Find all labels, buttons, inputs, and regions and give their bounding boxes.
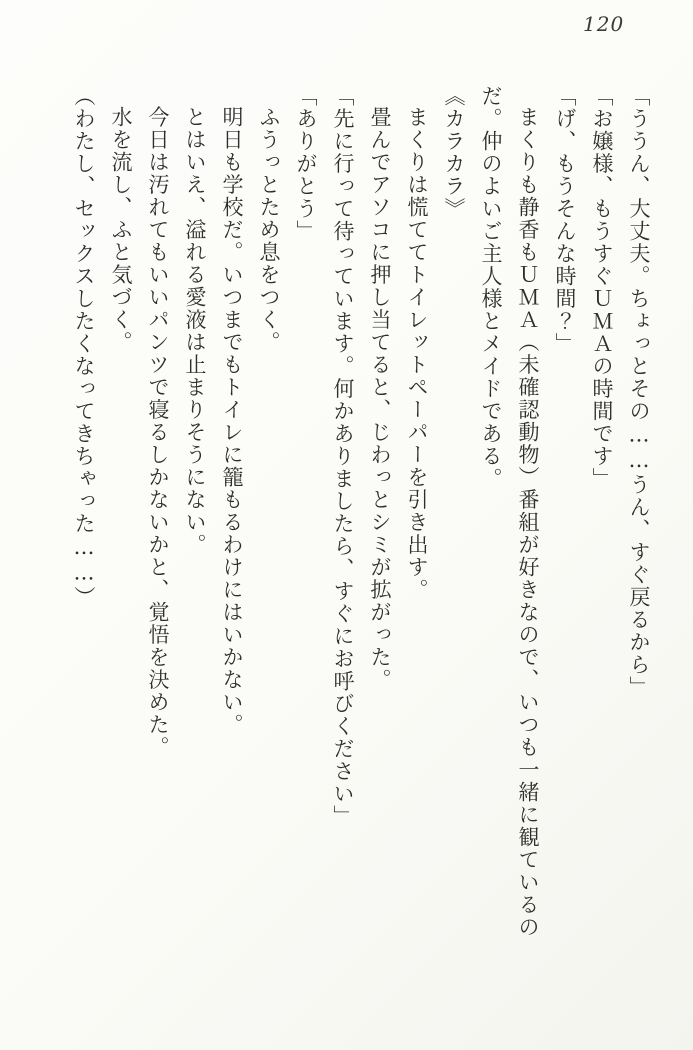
paragraph: 「ありがとう」 xyxy=(294,85,318,243)
paragraph: （わたし、セックスしたくなってきちゃった……） xyxy=(72,85,96,609)
paragraph: 「げ、もうそんな時間？」 xyxy=(553,85,577,355)
paragraph: ふうっとため息をつく。 xyxy=(257,106,281,354)
page-number: 120 xyxy=(583,12,625,36)
paragraph: 畳んでアソコに押し当てると、じわっとシミが拡がった。 xyxy=(368,106,392,691)
paragraph: 明日も学校だ。いつまでもトイレに籠もるわけにはいかない。 xyxy=(220,106,244,736)
paragraph: 今日は汚れてもいいパンツで寝るしかないかと、覚悟を決めた。 xyxy=(146,106,170,759)
paragraph: とはいえ、溢れる愛液は止まりそうにない。 xyxy=(183,106,207,556)
page-text xyxy=(65,85,657,945)
paragraph: 「お嬢様、もうすぐＵＭＡの時間です」 xyxy=(590,85,614,490)
paragraph: まくりは慌ててトイレットペーパーを引き出す。 xyxy=(405,106,429,601)
paragraph: 《カラカラ》 xyxy=(442,85,466,220)
paragraph: まくりも静香もＵＭＡ（未確認動物）番組が好きなので、いつも一緒に観ているのだ。仲のよいご主人様とメイドである。 xyxy=(479,85,540,939)
paragraph: 「先に行って待っています。何かありましたら、すぐにお呼びください」 xyxy=(331,85,355,828)
paragraph: 水を流し、ふと気づく。 xyxy=(109,106,133,354)
paragraph: 「ううん、大丈夫。ちょっとその……うん、すぐ戻るから」 xyxy=(627,85,651,699)
